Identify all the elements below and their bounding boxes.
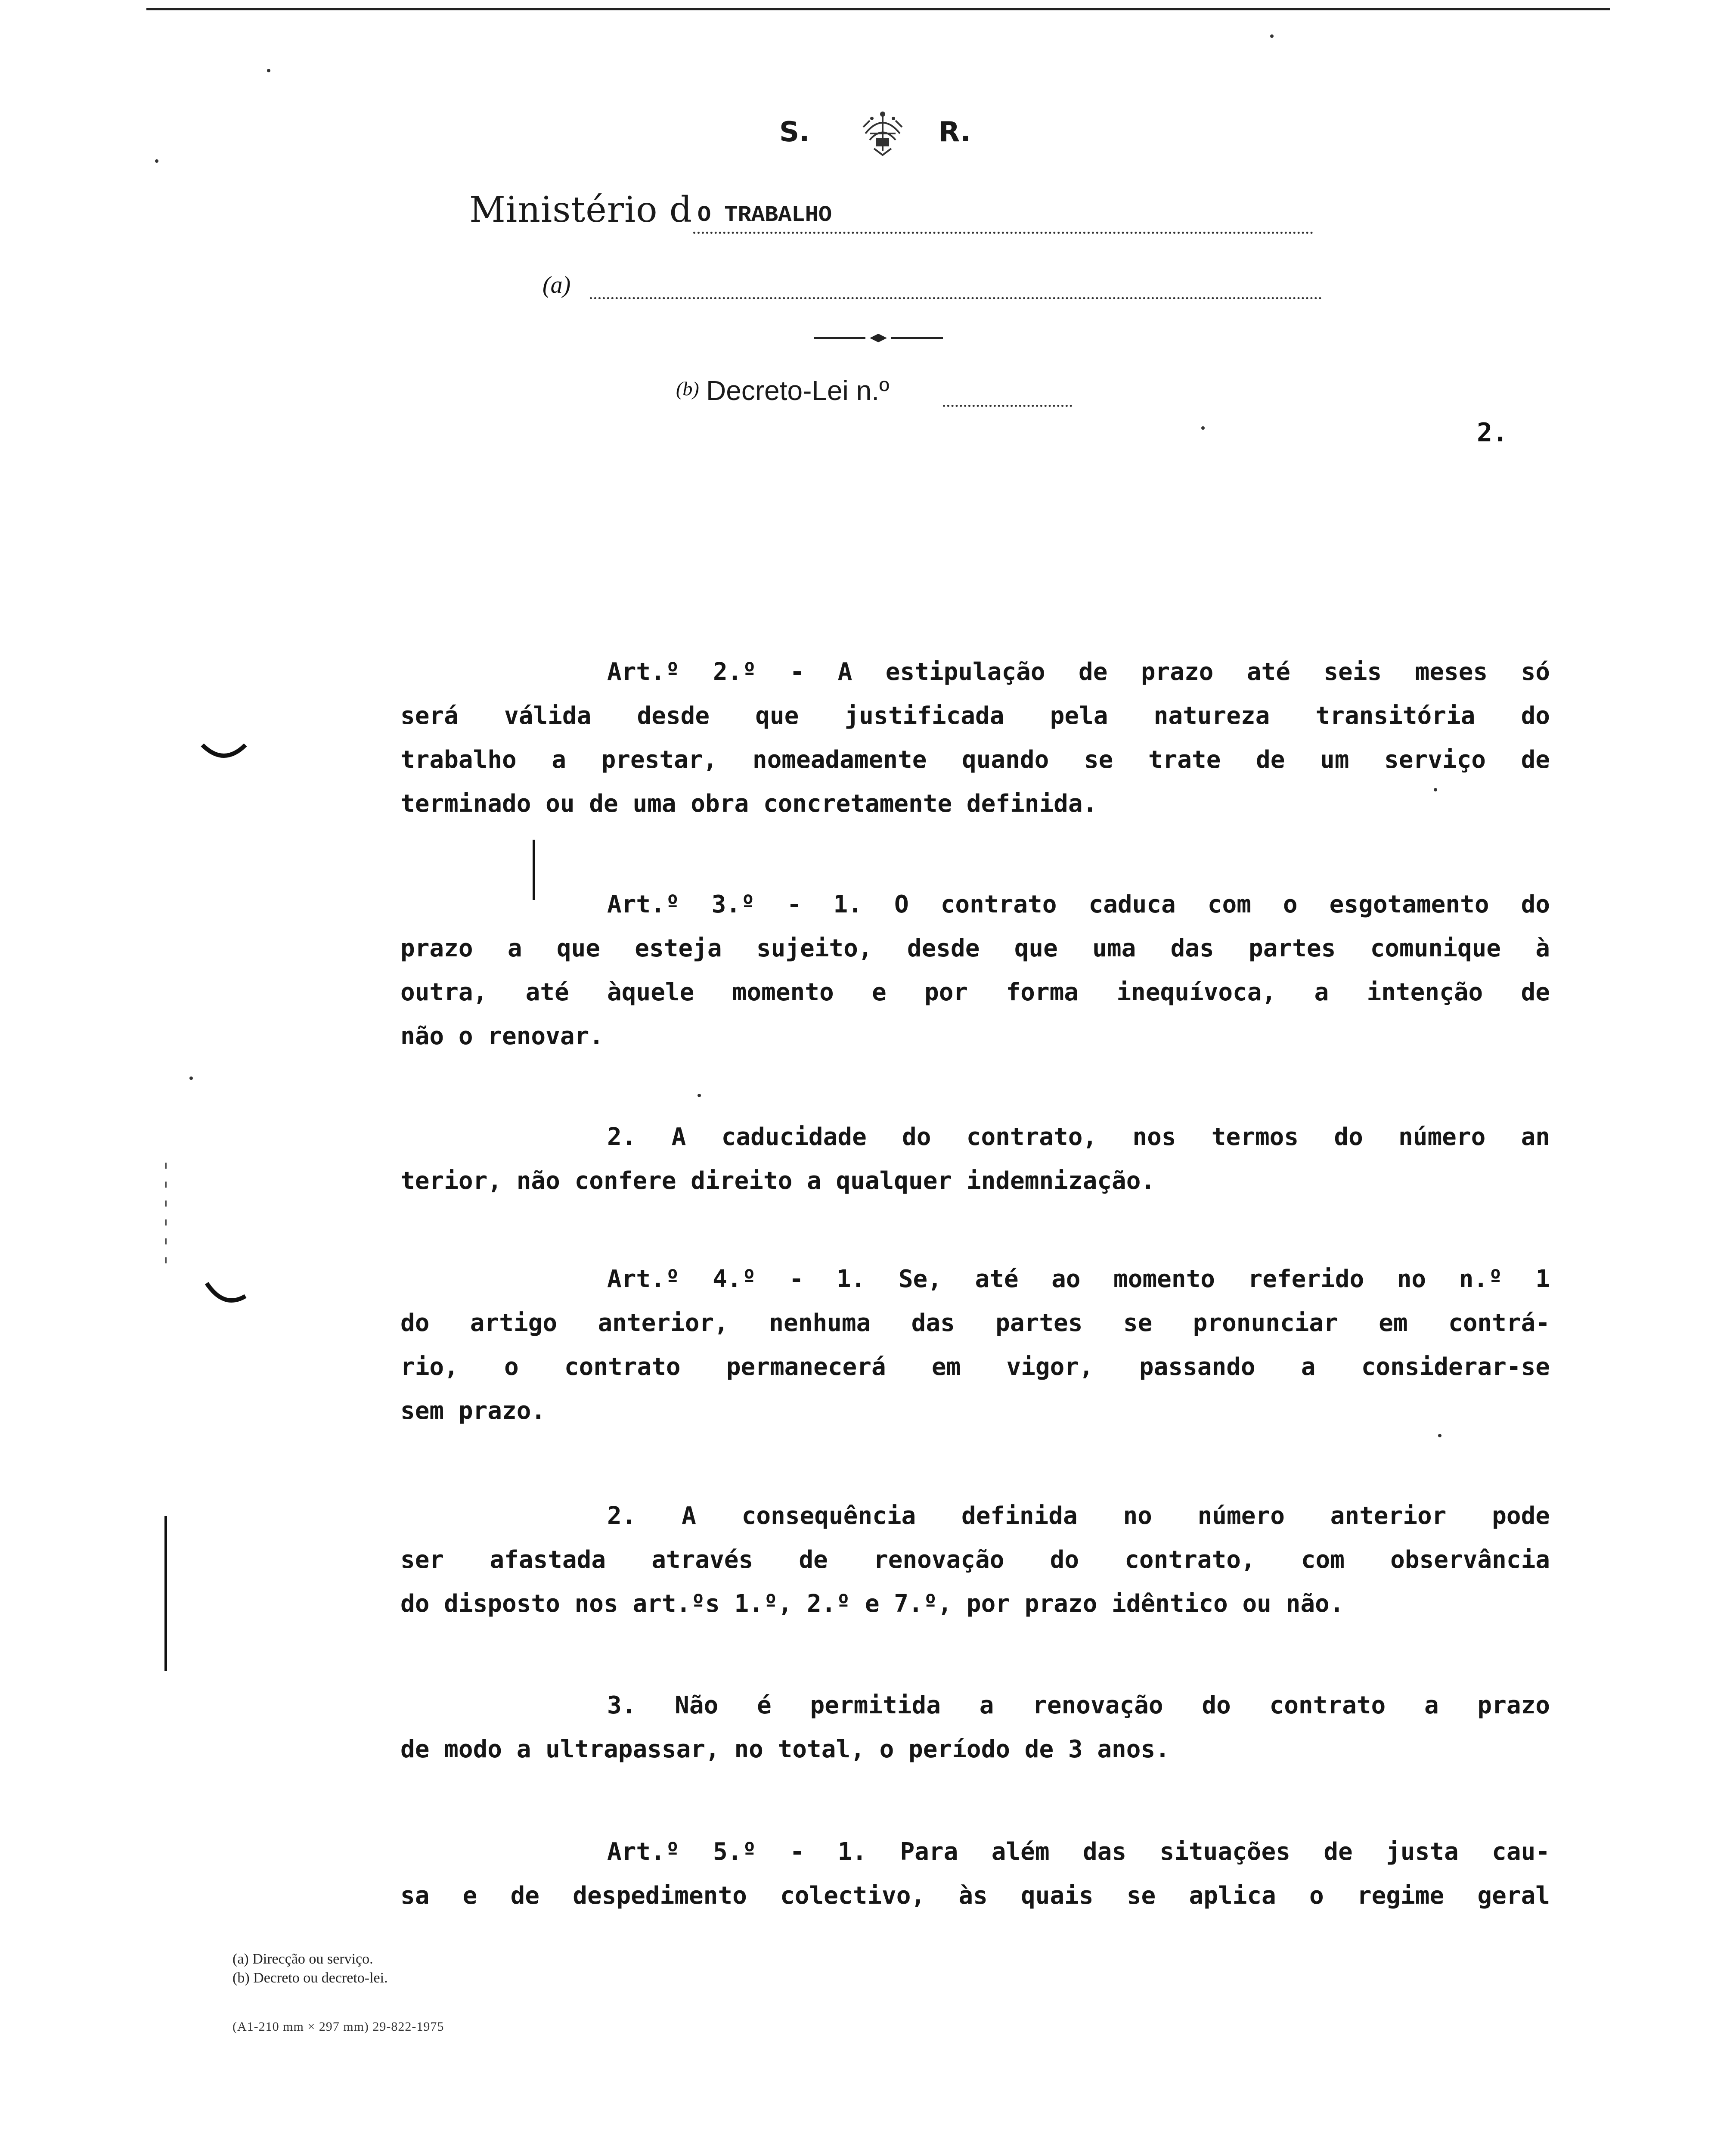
article-3-item-2 [400, 1115, 1550, 1203]
field-a [542, 271, 1214, 310]
text-line: será válida desde que justificada pela natureza transitória do [400, 702, 1550, 730]
speck [1270, 34, 1274, 38]
text-line: sa e de despedimento colectivo, às quais se aplica o regime geral [400, 1882, 1550, 1910]
text-line: do disposto nos art.ºs 1.º, 2.º e 7.º, por prazo idêntico ou não. [400, 1590, 1344, 1618]
article-4-item-2 [400, 1494, 1550, 1626]
text-line: trabalho a prestar, nomeadamente quando se trate de um serviço de [400, 746, 1550, 774]
decree-dotted-line [943, 405, 1072, 407]
top-rule [146, 8, 1610, 10]
text-line: de modo a ultrapassar, no total, o período de 3 anos. [400, 1735, 1170, 1763]
header-sr [775, 108, 990, 159]
margin-tick-icon [530, 840, 538, 900]
text-line: 2. A consequência definida no número anterior pode [607, 1502, 1550, 1530]
ornament-divider-icon [814, 332, 943, 344]
text-line: terminado ou de uma obra concretamente definida. [400, 790, 1097, 818]
decree-label: Decreto-Lei n.º [706, 375, 890, 406]
field-a-dotted-line [590, 297, 1322, 299]
text-line: não o renovar. [400, 1022, 604, 1050]
text-line: Art.º 3.º - 1. O contrato caduca com o esgotamento do [607, 890, 1550, 918]
text-line: sem prazo. [400, 1397, 546, 1425]
text-line: rio, o contrato permanecerá em vigor, passando a considerar-se [400, 1353, 1550, 1381]
margin-arc-icon [198, 741, 250, 766]
speck [267, 69, 270, 72]
text-line: Art.º 5.º - 1. Para além das situações de justa cau- [607, 1838, 1550, 1866]
ministry-dotted-line [693, 232, 1313, 234]
text-line: Art.º 2.º - A estipulação de prazo até seis meses só [607, 658, 1550, 686]
ministry-value: O TRABALHO [698, 202, 832, 228]
text-line: ser afastada através de renovação do contrato, com observância [400, 1546, 1550, 1574]
article-5 [400, 1830, 1550, 1918]
footnote-b: (b) Decreto ou decreto-lei. [232, 1970, 388, 1986]
speck [1201, 426, 1205, 430]
margin-bar-icon [161, 1516, 170, 1671]
text-line: 2. A caducidade do contrato, nos termos do número an [607, 1123, 1550, 1151]
speck [1438, 1434, 1442, 1437]
ministry-line [469, 189, 1296, 237]
article-3 [400, 883, 1550, 1058]
text-line: Art.º 4.º - 1. Se, até ao momento referido no n.º 1 [607, 1265, 1550, 1293]
article-2 [400, 650, 1550, 826]
text-line: prazo a que esteja sujeito, desde que uma das partes comunique à [400, 934, 1550, 962]
decree-line [676, 375, 1107, 418]
field-a-label: (a) [542, 272, 571, 298]
text-line: terior, não confere direito a qualquer indemnização. [400, 1167, 1156, 1195]
footnote-a: (a) Direcção ou serviço. [232, 1951, 373, 1967]
speck [698, 1094, 701, 1097]
page-number: 2. [1477, 418, 1508, 448]
decree-marker: (b) [676, 378, 699, 400]
sr-right: R. [939, 116, 971, 148]
speck [155, 159, 158, 163]
form-code: (A1-210 mm × 297 mm) 29-822-1975 [232, 2020, 444, 2034]
coat-of-arms-icon [840, 108, 926, 159]
speck [189, 1076, 193, 1080]
text-line: 3. Não é permitida a renovação do contrato a prazo [607, 1691, 1550, 1719]
margin-arc-icon [202, 1266, 254, 1318]
sr-left: S. [779, 116, 810, 148]
text-line: do artigo anterior, nenhuma das partes se pronunciar em contrá- [400, 1309, 1550, 1337]
ministry-label: Ministério d [469, 189, 693, 230]
article-4-item-3 [400, 1684, 1550, 1771]
text-line: outra, até àquele momento e por forma inequívoca, a intenção de [400, 978, 1550, 1006]
article-4 [400, 1257, 1550, 1433]
margin-dash-icon [161, 1163, 170, 1275]
